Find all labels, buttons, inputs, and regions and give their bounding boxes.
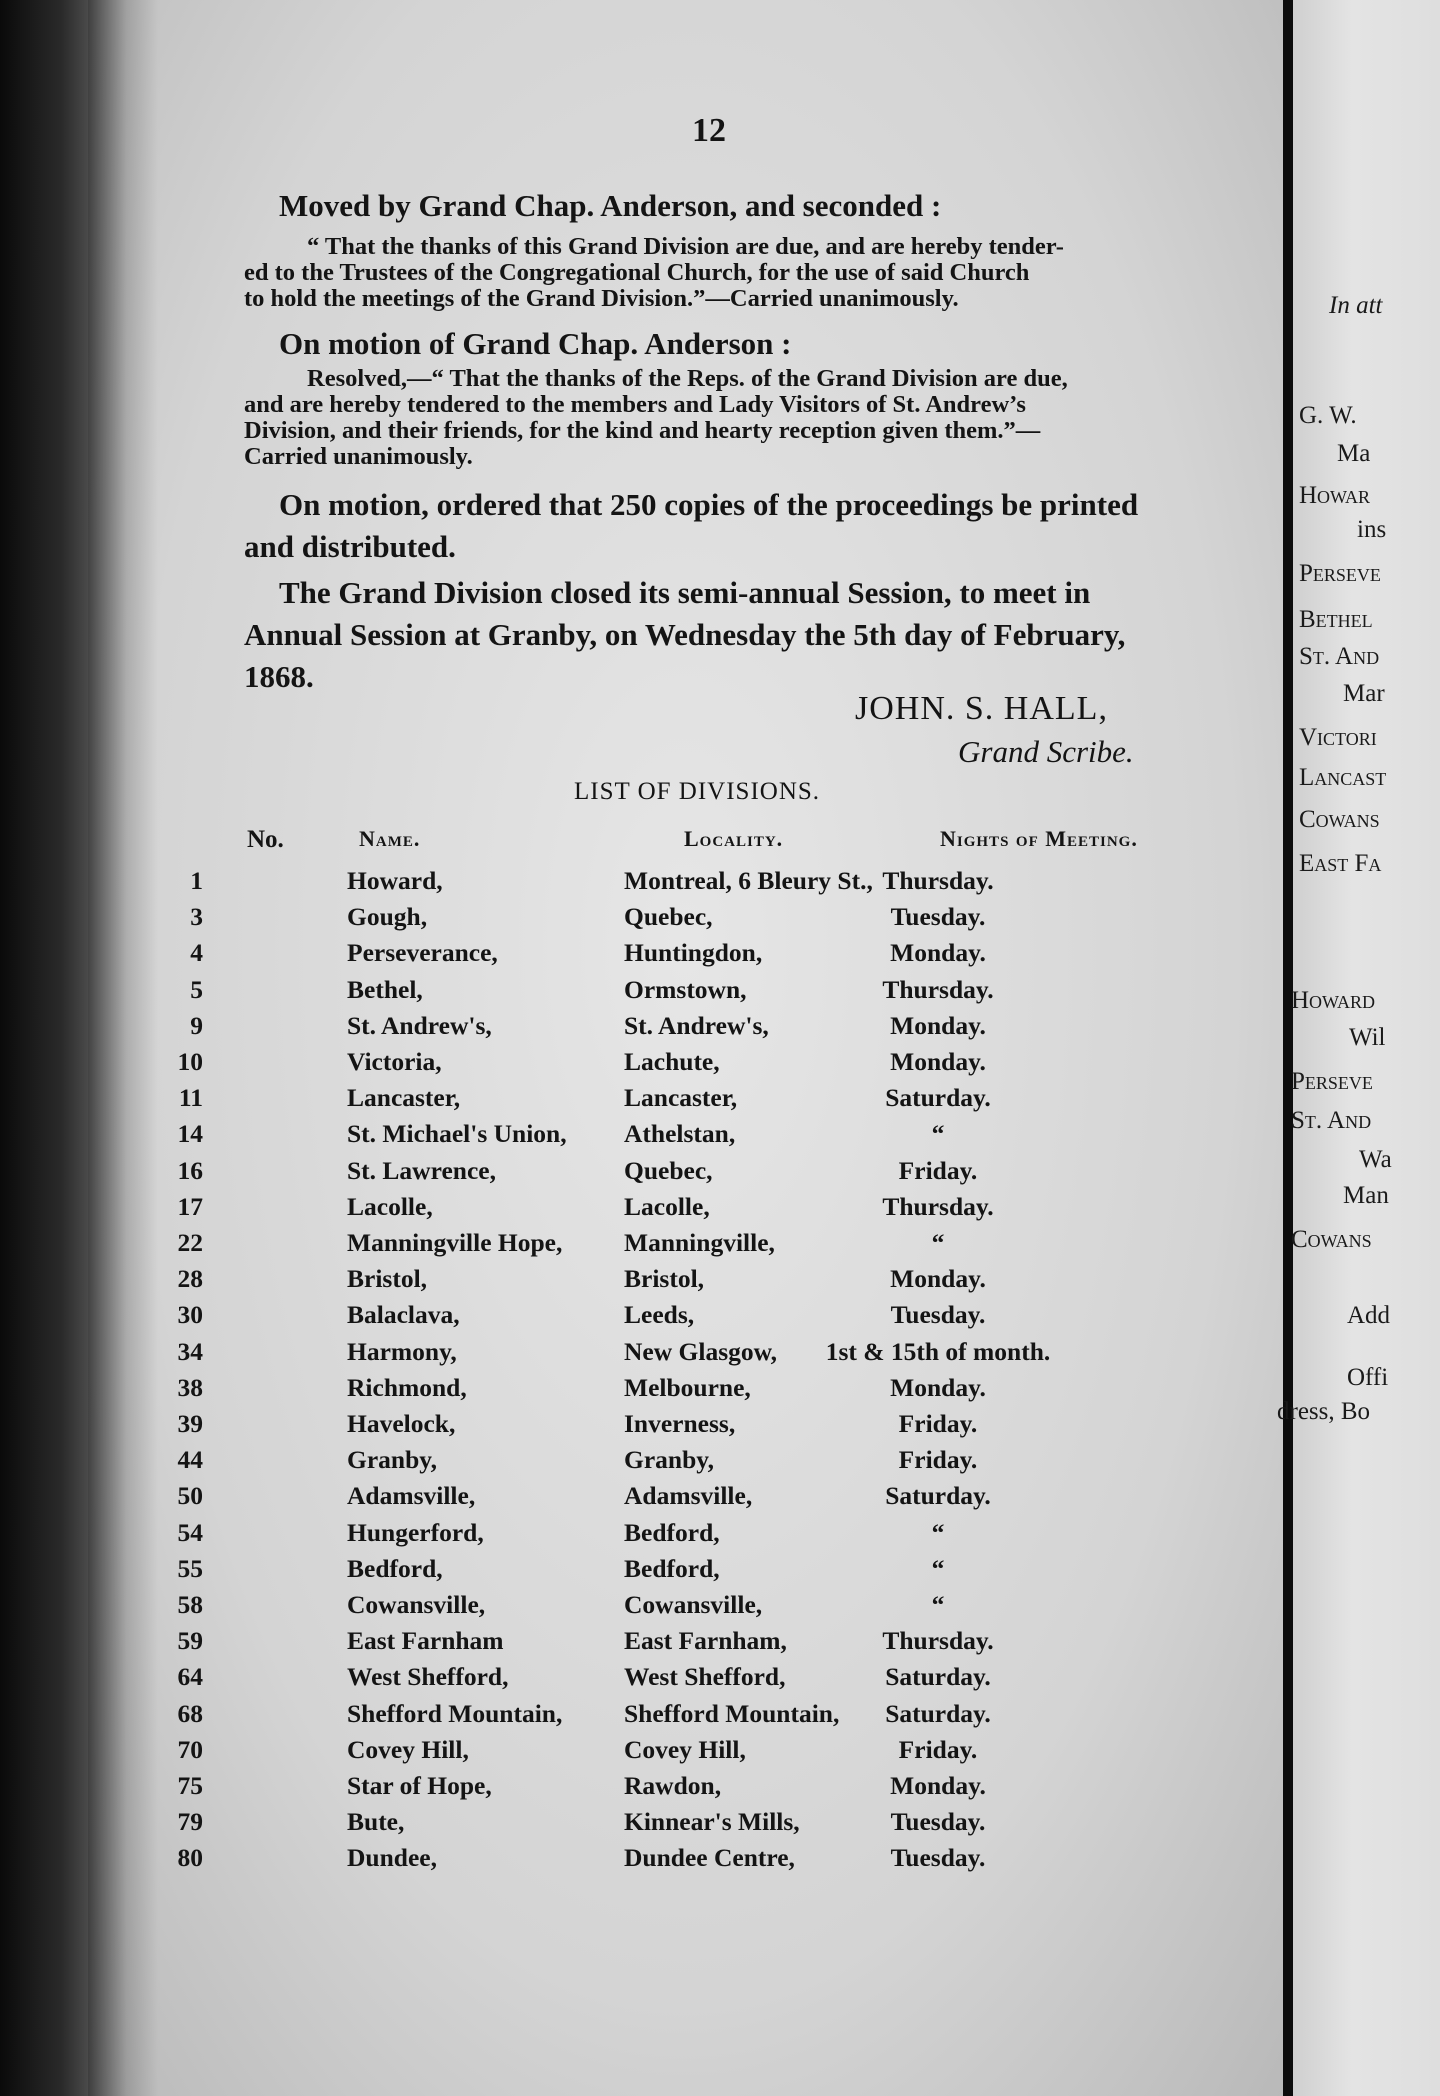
table-row: [88, 1445, 1283, 1481]
division-locality: Bedford,: [624, 1553, 720, 1583]
page-gutter: [1283, 0, 1293, 2096]
facing-page-fragment: Perseve: [1291, 1068, 1373, 1095]
facing-page-fragment: Mar: [1343, 680, 1385, 707]
resolution-st-andrews: [244, 366, 1068, 470]
division-number: 44: [177, 1445, 203, 1475]
division-meeting-night: Thursday.: [882, 866, 994, 895]
division-name: Harmony,: [347, 1336, 457, 1366]
resolution1-line-3: to hold the meetings of the Grand Division.”—Carried unanimously.: [244, 285, 959, 312]
table-row: [88, 1373, 1283, 1409]
table-row: [88, 1192, 1283, 1228]
division-locality: Quebec,: [624, 1155, 713, 1185]
division-name: Victoria,: [347, 1047, 442, 1076]
division-meeting-night: Friday.: [898, 1734, 978, 1764]
division-meeting-night: Saturday.: [885, 1662, 991, 1692]
division-locality: Bristol,: [624, 1264, 705, 1294]
division-name: Star of Hope,: [347, 1771, 492, 1800]
resolution1-line-2: ed to the Trustees of the Congregational Church, for the use of said Church: [244, 259, 1030, 286]
header-no: No.: [247, 826, 284, 853]
division-name: Adamsville,: [347, 1481, 476, 1511]
division-locality: Bedford,: [624, 1517, 720, 1547]
division-meeting-night: Tuesday.: [890, 1807, 986, 1837]
division-name: Manningville Hope,: [347, 1228, 563, 1257]
resolution2-line-1: Resolved,—“ That the thanks of the Reps. of the Grand Division are due,: [307, 365, 1068, 392]
division-locality: Ormstown,: [624, 974, 747, 1004]
resolution-congregational-church: [244, 234, 1064, 312]
table-row: [88, 1228, 1283, 1264]
closing-line-1: The Grand Division closed its semi-annual Session, to meet in: [279, 575, 1091, 610]
division-number: 5: [190, 974, 203, 1004]
division-locality: Manningville,: [624, 1228, 775, 1257]
division-number: 14: [177, 1119, 203, 1149]
table-row: [88, 1518, 1283, 1554]
facing-page-fragment: G. W.: [1299, 402, 1357, 429]
division-meeting-night: Monday.: [890, 1010, 986, 1040]
facing-page-fragment: Howar: [1299, 482, 1371, 509]
division-meeting-night: Saturday.: [885, 1481, 991, 1511]
division-name: St. Lawrence,: [347, 1155, 496, 1185]
facing-page-fragment: Wil: [1349, 1024, 1386, 1051]
division-meeting-night: “: [931, 1228, 945, 1257]
table-row: [88, 1554, 1283, 1590]
division-meeting-night: Saturday.: [885, 1083, 991, 1113]
division-name: Bute,: [347, 1807, 405, 1837]
division-locality: West Shefford,: [624, 1662, 786, 1692]
facing-page-fragment: Lancast: [1299, 764, 1387, 791]
table-row: [88, 902, 1283, 938]
division-meeting-night: 1st & 15th of month.: [825, 1336, 1051, 1366]
division-number: 79: [177, 1807, 203, 1837]
closing-line-2: Annual Session at Granby, on Wednesday the 5th day of February,: [244, 617, 1126, 652]
table-row: [88, 1156, 1283, 1192]
header-name: Name.: [359, 826, 421, 851]
division-name: Havelock,: [347, 1409, 456, 1438]
division-meeting-night: Monday.: [890, 1264, 986, 1294]
division-number: 4: [190, 938, 203, 968]
table-row: [88, 1011, 1283, 1047]
facing-page-fragment: Add: [1347, 1302, 1391, 1329]
division-number: 28: [177, 1264, 203, 1294]
division-meeting-night: “: [931, 1590, 945, 1619]
facing-page-fragment: Bethel: [1299, 606, 1373, 633]
division-name: Lacolle,: [347, 1191, 433, 1221]
division-number: 30: [177, 1300, 203, 1330]
document-page: [88, 0, 1283, 2096]
list-title: LIST OF DIVISIONS.: [574, 778, 821, 805]
division-number: 50: [177, 1481, 203, 1511]
facing-page-fragment: Howard: [1291, 987, 1376, 1014]
table-row: [88, 1590, 1283, 1626]
division-number: 34: [177, 1336, 203, 1366]
table-row: [88, 1047, 1283, 1083]
division-number: 54: [177, 1517, 203, 1547]
facing-page-fragment: Offi: [1347, 1364, 1389, 1391]
facing-page-fragment: Man: [1343, 1182, 1389, 1209]
division-locality: Kinnear's Mills,: [624, 1807, 800, 1837]
page-number: 12: [692, 112, 726, 149]
division-meeting-night: Friday.: [898, 1409, 978, 1438]
division-number: 58: [177, 1590, 203, 1619]
division-number: 55: [177, 1553, 203, 1583]
division-name: Dundee,: [347, 1843, 437, 1873]
facing-page-fragment: Cowans: [1299, 806, 1380, 833]
division-name: Perseverance,: [347, 938, 498, 968]
division-name: St. Andrew's,: [347, 1010, 492, 1040]
division-meeting-night: Thursday.: [882, 1191, 994, 1221]
table-row: [88, 1771, 1283, 1807]
division-locality: Covey Hill,: [624, 1734, 746, 1764]
division-name: West Shefford,: [347, 1662, 509, 1692]
division-meeting-night: “: [931, 1119, 945, 1149]
division-number: 38: [177, 1372, 203, 1402]
division-name: Bethel,: [347, 974, 423, 1004]
header-nights: Nights of Meeting.: [940, 826, 1138, 851]
table-row: [88, 1662, 1283, 1698]
division-name: Balaclava,: [347, 1300, 460, 1330]
spine-shadow: [88, 0, 158, 2096]
signature-name: JOHN. S. HALL,: [855, 690, 1108, 727]
division-number: 39: [177, 1409, 203, 1438]
division-locality: New Glasgow,: [624, 1336, 777, 1366]
division-locality: Athelstan,: [624, 1119, 736, 1149]
printing-motion: [244, 484, 1138, 568]
division-locality: Leeds,: [624, 1300, 695, 1330]
division-name: Howard,: [347, 866, 443, 895]
division-locality: Huntingdon,: [624, 938, 763, 968]
division-meeting-night: Thursday.: [882, 974, 994, 1004]
division-number: 68: [177, 1698, 203, 1728]
table-row: [88, 1699, 1283, 1735]
division-number: 11: [178, 1083, 203, 1113]
table-row: [88, 1843, 1283, 1879]
resolution2-line-4: Carried unanimously.: [244, 443, 473, 470]
table-row: [88, 938, 1283, 974]
division-meeting-night: Tuesday.: [890, 1300, 986, 1330]
division-number: 59: [177, 1626, 203, 1656]
division-meeting-night: Thursday.: [882, 1626, 994, 1656]
resolution2-line-3: Division, and their friends, for the kind and hearty reception given them.”—: [244, 417, 1041, 444]
table-row: [88, 1083, 1283, 1119]
division-meeting-night: Monday.: [890, 1372, 986, 1402]
facing-page-fragment: Ma: [1337, 440, 1371, 467]
table-row: [88, 1337, 1283, 1373]
division-meeting-night: Monday.: [890, 1771, 986, 1800]
division-meeting-night: Saturday.: [885, 1698, 991, 1728]
division-name: Granby,: [347, 1445, 437, 1475]
division-locality: Rawdon,: [624, 1771, 722, 1800]
facing-page-fragment: St. And: [1291, 1107, 1372, 1134]
closing-statement: [244, 572, 1125, 698]
facing-page-fragment: Wa: [1359, 1146, 1392, 1173]
division-locality: Granby,: [624, 1445, 714, 1475]
scan-left-edge: [0, 0, 88, 2096]
table-row: [88, 1264, 1283, 1300]
facing-page-fragment: St. And: [1299, 643, 1380, 670]
division-number: 16: [177, 1155, 203, 1185]
table-row: [88, 1807, 1283, 1843]
division-locality: St. Andrew's,: [624, 1010, 769, 1040]
division-meeting-night: Monday.: [890, 938, 986, 968]
division-number: 17: [177, 1191, 203, 1221]
division-locality: Shefford Mountain,: [624, 1698, 840, 1728]
signature-title: Grand Scribe.: [958, 734, 1134, 769]
table-row: [88, 1481, 1283, 1517]
division-locality: Lancaster,: [624, 1083, 738, 1113]
division-name: Lancaster,: [347, 1083, 461, 1113]
facing-page-fragment: dress, Bo: [1277, 1398, 1371, 1425]
division-locality: Lacolle,: [624, 1191, 710, 1221]
division-meeting-night: Friday.: [898, 1155, 978, 1185]
division-number: 3: [190, 902, 203, 932]
division-name: Bedford,: [347, 1553, 443, 1583]
division-locality: Lachute,: [624, 1047, 720, 1076]
closing-line-3: 1868.: [244, 659, 314, 694]
division-meeting-night: “: [931, 1553, 945, 1583]
facing-page-fragment: Victori: [1299, 724, 1377, 751]
facing-page-fragment: Perseve: [1299, 560, 1381, 587]
division-number: 22: [177, 1228, 203, 1257]
facing-page-fragment: In att: [1329, 292, 1383, 319]
printing-line-1: On motion, ordered that 250 copies of the proceedings be printed: [279, 487, 1139, 522]
division-name: Richmond,: [347, 1372, 467, 1402]
division-name: Shefford Mountain,: [347, 1698, 563, 1728]
table-row: [88, 1119, 1283, 1155]
division-locality: Dundee Centre,: [624, 1843, 795, 1873]
division-meeting-night: Tuesday.: [890, 902, 986, 932]
division-name: St. Michael's Union,: [347, 1119, 567, 1149]
division-name: Hungerford,: [347, 1517, 484, 1547]
facing-page: [1277, 0, 1440, 2096]
table-row: [88, 1735, 1283, 1771]
division-number: 64: [177, 1662, 203, 1692]
division-name: Cowansville,: [347, 1590, 486, 1619]
printing-line-2: and distributed.: [244, 529, 456, 564]
table-row: [88, 975, 1283, 1011]
division-number: 80: [177, 1843, 203, 1873]
motion2-heading: On motion of Grand Chap. Anderson :: [279, 326, 792, 361]
division-meeting-night: Friday.: [898, 1445, 978, 1475]
facing-page-fragment: East Fa: [1299, 850, 1382, 877]
table-row: [88, 866, 1283, 902]
header-locality: Locality.: [684, 826, 784, 851]
division-number: 10: [177, 1047, 203, 1076]
division-name: East Farnham: [347, 1626, 504, 1656]
facing-page-fragment: Cowans: [1291, 1226, 1372, 1253]
division-locality: Cowansville,: [624, 1590, 763, 1619]
table-row: [88, 1626, 1283, 1662]
division-meeting-night: Tuesday.: [890, 1843, 986, 1873]
division-locality: Quebec,: [624, 902, 713, 932]
division-locality: Inverness,: [624, 1409, 736, 1438]
division-meeting-night: “: [931, 1517, 945, 1547]
division-meeting-night: Monday.: [890, 1047, 986, 1076]
division-locality: Montreal, 6 Bleury St.,: [624, 866, 873, 895]
division-locality: Melbourne,: [624, 1372, 751, 1402]
division-locality: East Farnham,: [624, 1626, 787, 1656]
division-name: Bristol,: [347, 1264, 428, 1294]
motion-heading: Moved by Grand Chap. Anderson, and seconded :: [279, 188, 942, 223]
facing-page-fragment: ins: [1357, 516, 1387, 543]
table-row: [88, 1300, 1283, 1336]
table-row: [88, 1409, 1283, 1445]
division-number: 9: [190, 1010, 203, 1040]
resolution2-line-2: and are hereby tendered to the members and Lady Visitors of St. Andrew’s: [244, 391, 1026, 418]
division-number: 70: [177, 1734, 203, 1764]
division-number: 1: [190, 866, 203, 895]
resolution1-line-1: “ That the thanks of this Grand Division are due, and are hereby tender-: [307, 233, 1064, 260]
division-number: 75: [177, 1771, 203, 1800]
division-locality: Adamsville,: [624, 1481, 753, 1511]
division-name: Gough,: [347, 902, 428, 932]
division-name: Covey Hill,: [347, 1734, 469, 1764]
